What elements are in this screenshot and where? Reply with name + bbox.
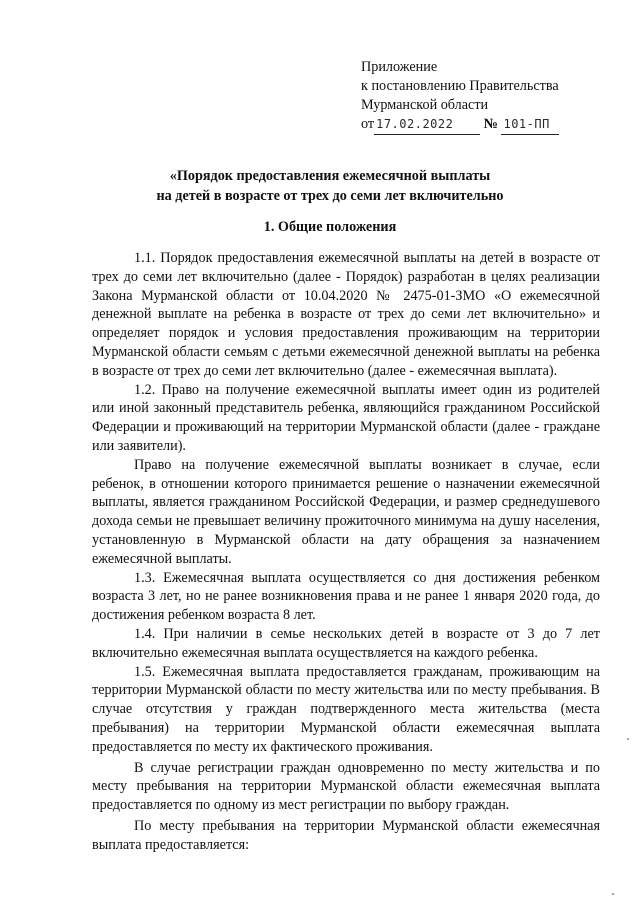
scan-speck <box>627 738 629 740</box>
resolution-date: 17.02.2022 <box>374 115 480 135</box>
paragraph: 1.4. При наличии в семье нескольких детей в возрасте от 3 до 7 лет включительно ежемесячная выплата осуществляется на каждого ребенка. <box>92 625 600 661</box>
title-line-1: «Порядок предоставления ежемесячной выплаты <box>169 168 491 184</box>
paragraph: Право на получение ежемесячной выплаты возникает в случае, если ребенок, в отношении которого принимается решение о назначении ежемесячной выплаты, является гражданином Российской Федерации, и размер среднедушевого дохода семьи не превышает величину прожиточного минимума на душу населения, установленную в Мурманской области на дату обращения за назначением ежемесячной выплаты. <box>92 456 600 567</box>
document-body <box>92 249 600 855</box>
appendix-block <box>361 58 621 135</box>
number-label: № <box>483 116 498 132</box>
appendix-line-3: Мурманской области <box>361 97 489 113</box>
paragraph: 1.2. Право на получение ежемесячной выплаты имеет один из родителей или иной законный представитель ребенка, являющийся гражданином Российской Федерации и проживающий на территории Мурманской области (далее - граждане или заявители). <box>92 381 600 454</box>
section-heading: 1. Общие положения <box>263 219 397 235</box>
resolution-number: 101-ПП <box>501 115 559 135</box>
from-label: от <box>361 116 375 132</box>
document-title <box>60 166 600 206</box>
appendix-date-number-line <box>361 115 621 135</box>
appendix-line-2: к постановлению Правительства <box>361 78 559 94</box>
appendix-line-1: Приложение <box>361 59 438 75</box>
paragraph: 1.5. Ежемесячная выплата предоставляется гражданам, проживающим на территории Мурманской области по месту жительства или по месту пребывания. В случае отсутствия у граждан подтвержденного места жительства (места пребывания) на территории Мурманской области ежемесячная выплата предоставляется по месту их фактического проживания. <box>92 663 600 755</box>
paragraph: 1.3. Ежемесячная выплата осуществляется со дня достижения ребенком возраста 3 лет, но не ранее возникновения права и не ранее 1 января 2020 года, до достижения ребенком возраста 8 лет. <box>92 569 600 624</box>
title-line-2: на детей в возрасте от трех до семи лет включительно <box>156 188 504 204</box>
scan-speck <box>612 893 614 895</box>
paragraph: В случае регистрации граждан одновременно по месту жительства и по месту пребывания на территории Мурманской области ежемесячная выплата предоставляется по одному из мест регистрации по выбору граждан. <box>92 759 600 814</box>
paragraph: По месту пребывания на территории Мурманской области ежемесячная выплата предоставляется: <box>92 817 600 853</box>
paragraph: 1.1. Порядок предоставления ежемесячной выплаты на детей в возрасте от трех до семи лет включительно (далее - Порядок) разработан в целях реализации Закона Мурманской области от 10.04.2020 № 2475-01-ЗМО «О ежемесячной денежной выплате на ребенка в возрасте от трех до семи лет включительно» и определяет порядок и условия предоставления проживающим на территории Мурманской области семьям с детьми ежемесячной денежной выплаты на ребенка в возрасте от трех до семи лет включительно (далее - ежемесячная выплата). <box>92 250 600 379</box>
